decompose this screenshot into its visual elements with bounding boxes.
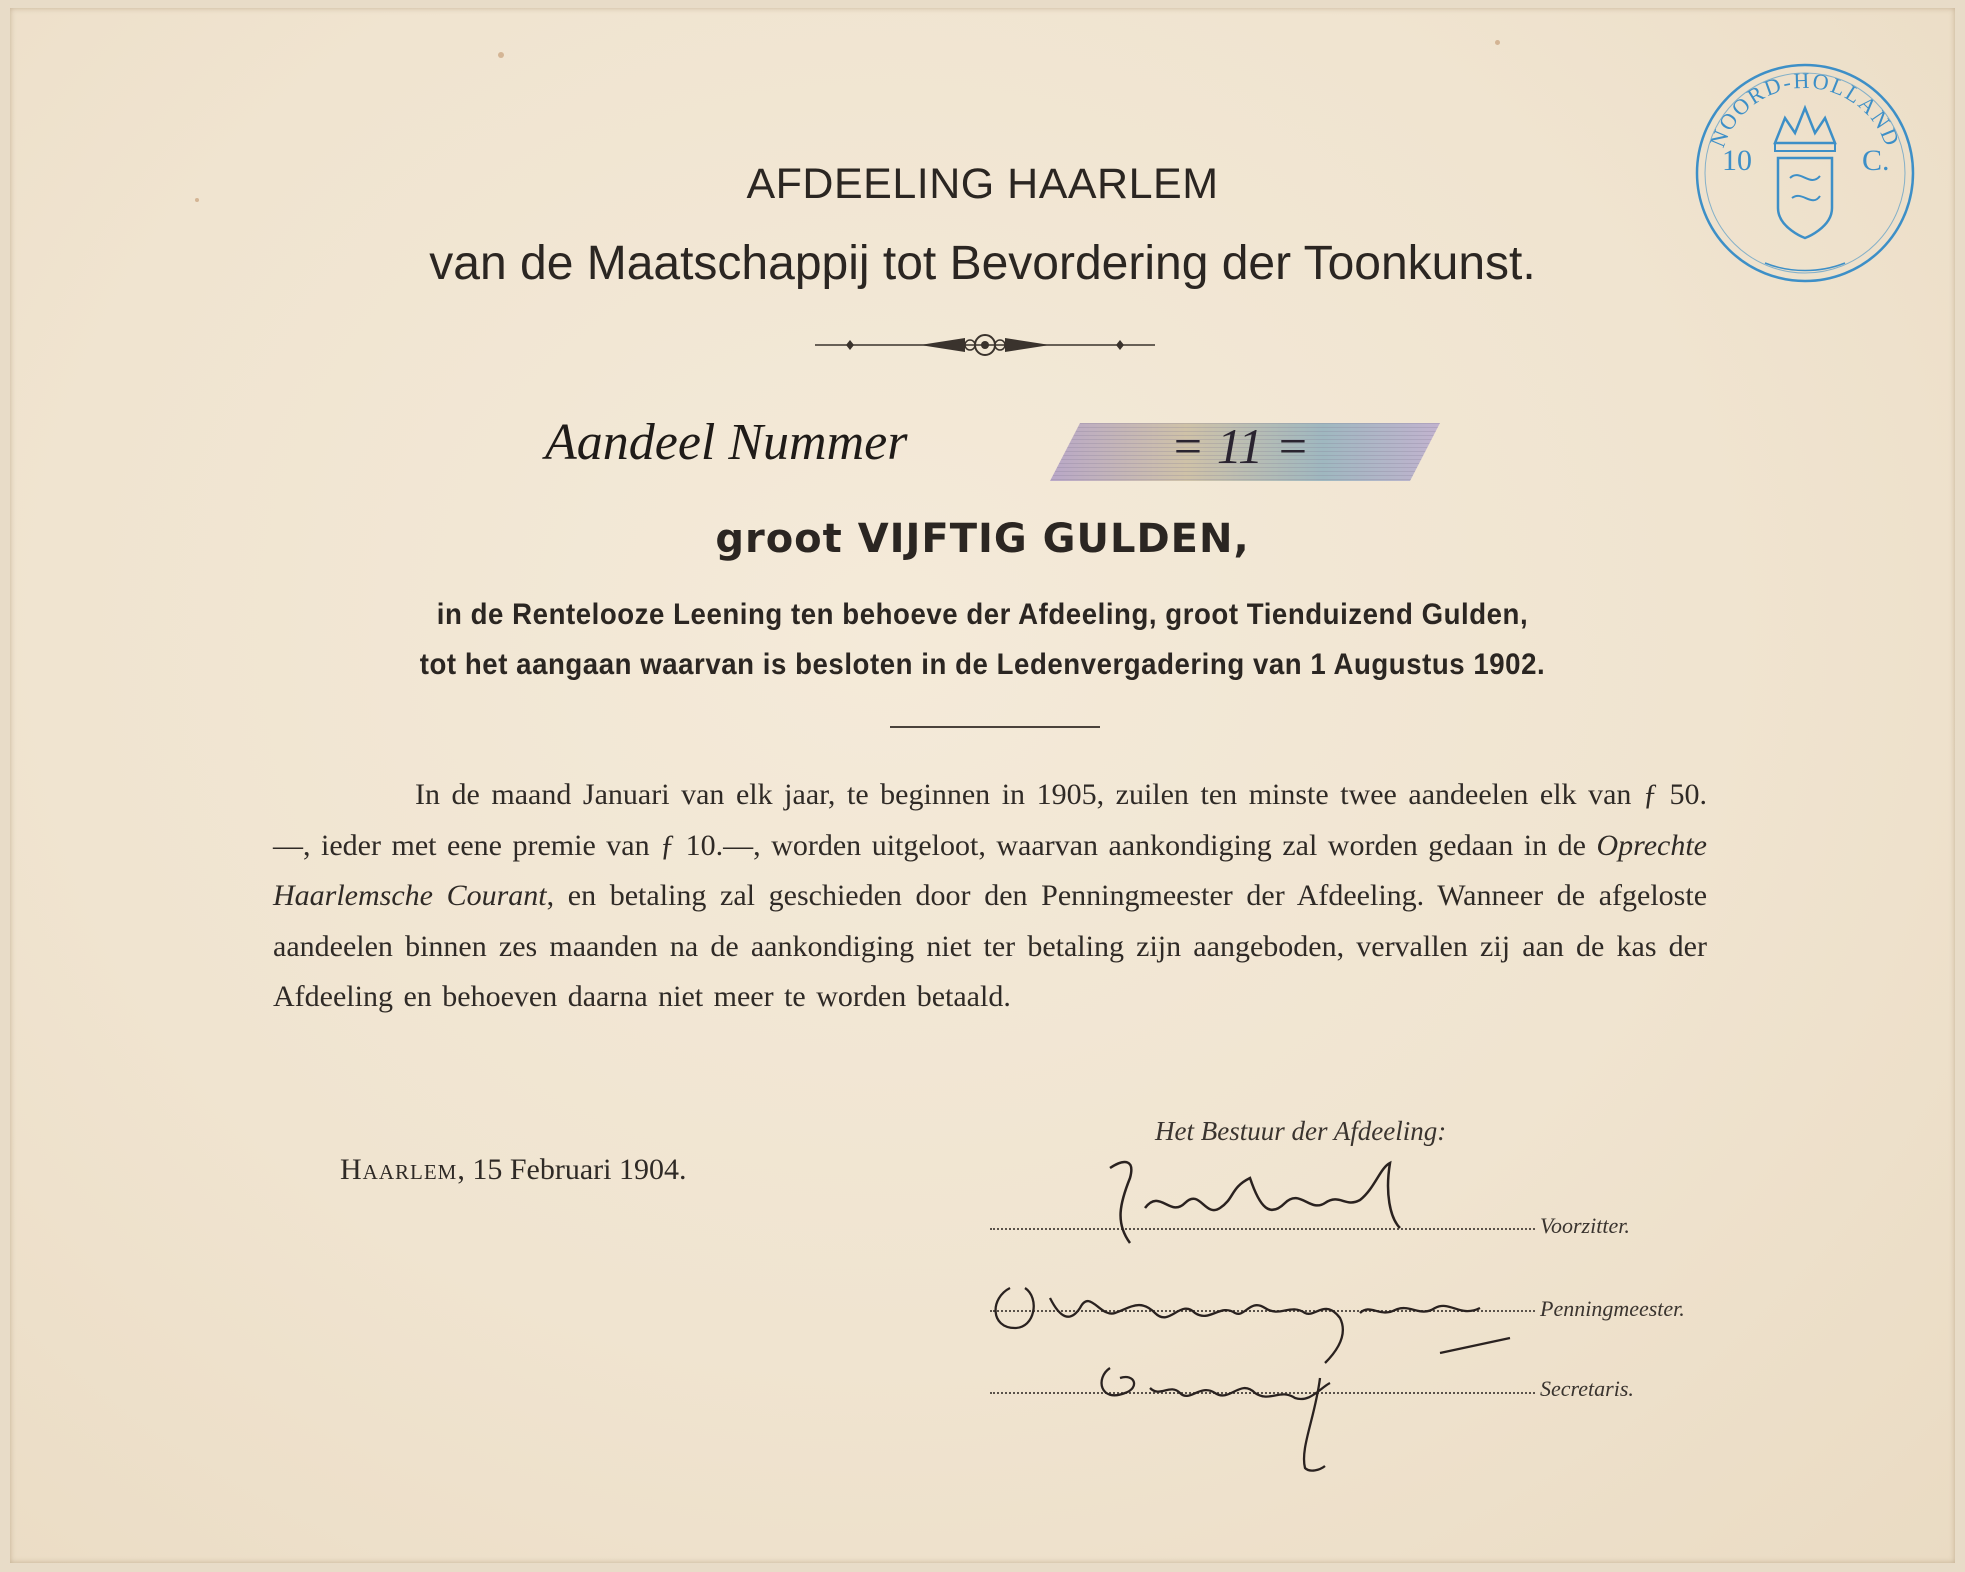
paper-spot xyxy=(1495,40,1500,45)
loan-line-1: in de Rentelooze Leening ten behoeve der Afdeeling, groot Tienduizend Gulden, xyxy=(436,598,1529,631)
share-label: Aandeel Nummer xyxy=(545,414,908,471)
place-date xyxy=(340,1153,686,1187)
role-secretary: Secretaris. xyxy=(1540,1376,1634,1401)
terms-text-2: , en betaling zal geschieden door den Penningmeester der Afdeeling. Wanneer de afgeloste aandeelen binnen zes maanden na de aankondiging niet ter betaling zijn aangeboden, vervallen zij aan de kas der Afdeeling en behoeven daarna niet meer te worden betaald. xyxy=(273,879,1708,1013)
heading-society: van de Maatschappij tot Bevordering der Toonkunst. xyxy=(429,237,1536,290)
terms-paragraph xyxy=(273,770,1707,1023)
crown-icon xyxy=(1775,108,1835,143)
signature-secretary xyxy=(1080,1348,1380,1478)
lion-icon xyxy=(1790,175,1820,200)
newspaper-name: Oprechte Haarlemsche Courant xyxy=(273,828,1707,912)
share-number-row xyxy=(545,413,1445,483)
stamp-value-number: 10 xyxy=(1722,144,1752,177)
share-number: = 11 = xyxy=(1170,418,1310,474)
date: , 15 Februari 1904. xyxy=(457,1153,687,1186)
section-divider xyxy=(890,726,1100,728)
ornament-divider xyxy=(810,330,1160,360)
stamp-region-text: NOORD-HOLLAND xyxy=(1704,67,1906,151)
stamp-value-unit: C. xyxy=(1862,144,1890,177)
place: Haarlem xyxy=(340,1153,458,1186)
paper-spot xyxy=(498,52,504,58)
loan-line-2: tot het aangaan waarvan is besloten in de Ledenvergadering van 1 Augustus 1902. xyxy=(419,648,1546,681)
role-treasurer: Penningmeester. xyxy=(1540,1296,1685,1321)
terms-text-1: In de maand Januari van elk jaar, te beginnen in 1905, zuilen ten minste twee aandeelen elk van ƒ 50.—, ieder met eene premie van ƒ 10.—, worden uitgeloot, waarvan aankondiging zal worden gedaan in de xyxy=(273,778,1707,862)
board-heading: Het Bestuur der Afdeeling: xyxy=(1155,1116,1447,1146)
certificate-paper xyxy=(10,8,1955,1563)
role-chairman: Voorzitter. xyxy=(1540,1213,1630,1238)
amount-line: groot VIJFTIG GULDEN, xyxy=(715,516,1250,562)
signature-chairman xyxy=(1090,1148,1460,1248)
heading-section: AFDEELING HAARLEM xyxy=(746,160,1219,208)
